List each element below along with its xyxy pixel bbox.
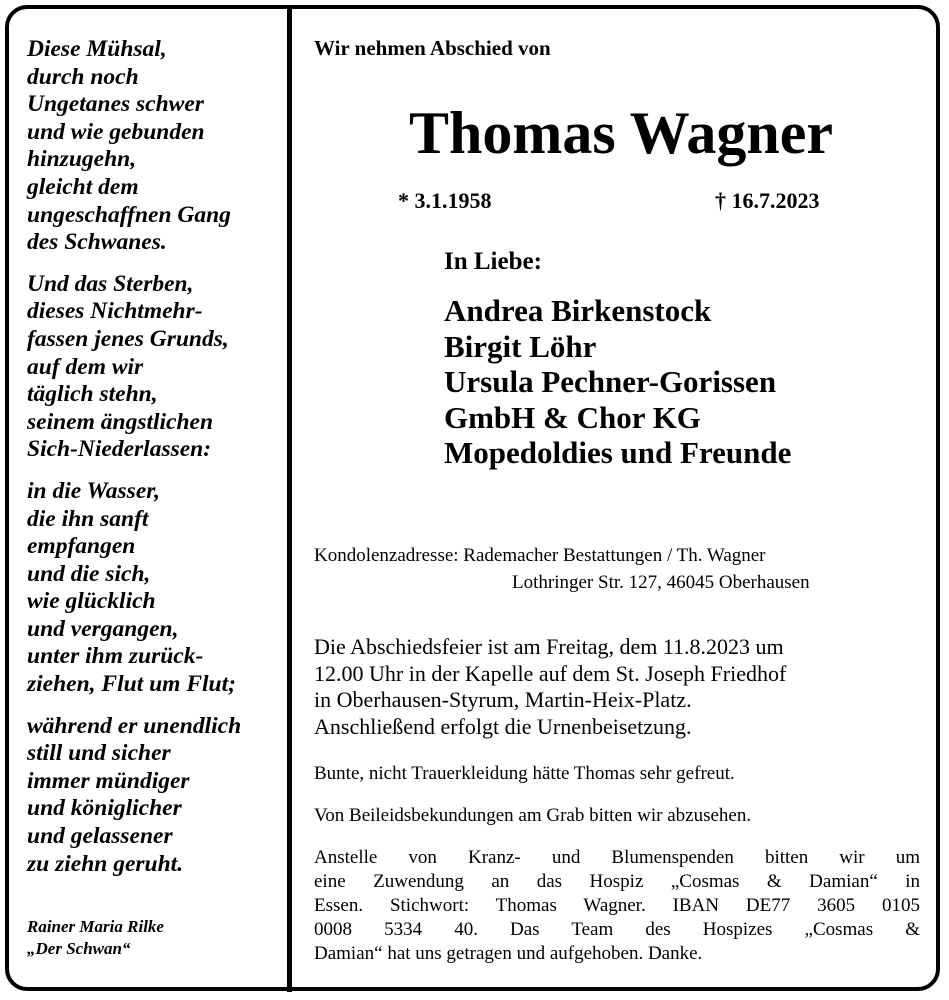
mourner: Ursula Pechner-Gorissen [444, 364, 777, 399]
poem-line: immer mündiger [27, 767, 190, 794]
poem [27, 36, 285, 892]
condolence-address: Kondolenzadresse: Rademacher Bestattungen / Th. Wagner [314, 545, 766, 566]
poem-line: und vergangen, [27, 615, 179, 642]
poem-line: ungeschaffnen Gang [27, 201, 231, 228]
clothing-note: Bunte, nicht Trauerkleidung hätte Thomas sehr gefreut. [314, 763, 735, 784]
poem-line: wie glücklich [27, 588, 156, 615]
donation-line: 0008 5334 40. Das Team des Hospizes „Cosmas & [314, 919, 920, 940]
poem-line: Sich-Niederlassen: [27, 436, 212, 463]
mourner: Mopedoldies und Freunde [444, 435, 792, 470]
poem-line: hinzugehn, [27, 146, 137, 173]
donation-line: Anstelle von Kranz- und Blumenspenden bitten wir um [314, 847, 920, 868]
donation-line: Damian“ hat uns getragen und aufgehoben. Danke. [314, 943, 703, 964]
donation-note [314, 846, 920, 966]
poem-line: auf dem wir [27, 353, 144, 380]
poem-line: ziehen, Flut um Flut; [27, 671, 236, 698]
mourner: Birgit Löhr [444, 328, 597, 364]
poem-line: still und sicher [27, 740, 171, 767]
mourner: Andrea Birkenstock [444, 293, 712, 328]
mourners-list [444, 293, 791, 471]
in-love-label: In Liebe: [444, 248, 542, 275]
service-info [314, 634, 786, 740]
poem-line: und gelassener [27, 823, 173, 850]
farewell-intro: Wir nehmen Abschied von [314, 36, 551, 60]
deceased-name: Thomas Wagner [409, 100, 833, 166]
poem-line: empfangen [27, 533, 136, 560]
poem-stanza [27, 271, 285, 464]
service-line: in Oberhausen-Styrum, Martin-Heix-Platz. [314, 687, 692, 712]
poem-line: und wie gebunden [27, 118, 205, 145]
poem-author [27, 916, 164, 960]
poem-title: „Der Schwan“ [27, 939, 131, 958]
poem-line: täglich stehn, [27, 381, 158, 408]
poem-line: Diese Mühsal, [27, 36, 167, 62]
grave-note: Von Beileidsbekundungen am Grab bitten wir abzusehen. [314, 805, 752, 826]
poem-line: gleicht dem [27, 173, 139, 200]
poem-line: die ihn sanft [27, 505, 149, 532]
poem-line: des Schwanes. [27, 229, 167, 256]
poem-line: in die Wasser, [27, 477, 160, 504]
poem-line: und die sich, [27, 560, 151, 587]
service-line: Anschließend erfolgt die Urnenbeisetzung. [314, 713, 692, 739]
poem-line: während er unendlich [27, 712, 242, 739]
birth-date: * 3.1.1958 [398, 188, 492, 213]
column-divider [287, 8, 292, 992]
poem-line: Und das Sterben, [27, 270, 194, 297]
service-line: 12.00 Uhr in der Kapelle auf dem St. Joseph Friedhof [314, 660, 787, 686]
poem-line: seinem ängstlichen [27, 408, 214, 435]
donation-line: eine Zuwendung an das Hospiz „Cosmas & Damian“ in [314, 871, 920, 892]
service-line: Die Abschiedsfeier ist am Freitag, dem 11.8.2023 um [314, 634, 784, 659]
author-name: Rainer Maria Rilke [27, 917, 164, 936]
death-date: † 16.7.2023 [715, 188, 820, 213]
poem-line: fassen jenes Grunds, [27, 325, 229, 352]
poem-line: unter ihm zurück- [27, 643, 204, 670]
poem-stanza [27, 36, 285, 257]
condolence-street: Lothringer Str. 127, 46045 Oberhausen [512, 572, 810, 593]
poem-line: zu ziehn geruht. [27, 850, 184, 877]
donation-line: Essen. Stichwort: Thomas Wagner. IBAN DE77 3605 0105 [314, 895, 920, 916]
poem-line: Ungetanes schwer [27, 91, 204, 118]
poem-stanza [27, 713, 285, 879]
poem-line: durch noch [27, 63, 139, 90]
poem-stanza [27, 478, 285, 699]
mourner: GmbH & Chor KG [444, 399, 701, 435]
poem-line: dieses Nichtmehr- [27, 298, 203, 325]
poem-line: und königlicher [27, 795, 182, 822]
